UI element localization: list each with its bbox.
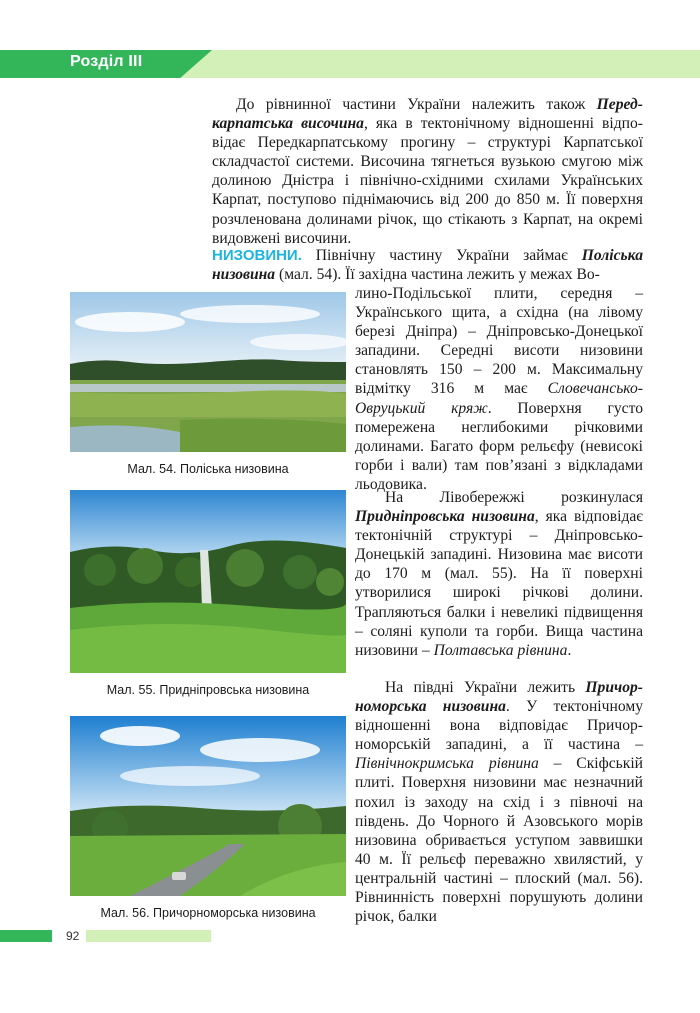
paragraph-dnieper-lowland: На Лівобережжі розкинулася Придніпровська низовина, яка відповідає тектонічній структурі – Дніпровсько-Донецькій западині. Низовина має висоти до 170 м (мал. 55). На її поверхні утворилися широкі річкові долини. Трапляються балки і невеликі підвищення – соляні куполи та горби. Вища частина низовини – Полтавська рівнина. xyxy=(355,489,643,659)
term-slovechansko-ovruch-ridge: Словечансько-Овруцький кряж xyxy=(355,380,643,417)
photo-black-sea-lowland xyxy=(70,716,346,896)
section-label: Розділ ІІІ xyxy=(70,53,143,70)
term-dnieper-lowland: Придніпровська низовина xyxy=(355,508,535,526)
caption-figure-55: Мал. 55. Придніпровська низовина xyxy=(106,683,310,697)
term-polissia-lowland: Поліська низовина xyxy=(212,247,643,284)
term-precarpathian-upland: Передкарпатська височина xyxy=(212,96,643,133)
term-black-sea-lowland: Причорноморська низовина xyxy=(355,679,643,716)
section-heading-lowlands: НИЗОВИНИ. xyxy=(212,247,302,264)
footer-accent-bar xyxy=(0,930,52,942)
photo-polissia-lowland xyxy=(70,292,346,452)
page-number: 92 xyxy=(66,929,80,943)
paragraph-polissia: лино-Подільської плити, середня – Українського щита, а східна (на лівому березі Дніпра) – Дніпровсько-Донецької западини. Середні висоти низовини становлять 150 – 200 м. Максимальну відмітку 316 м має Словечансько-Овруцький кряж. Поверхня густо помережена неглибокими річковими долинами. Багато форм рельєфу (невисокі горби і вали) там пов’язані з відкладами льодовика. xyxy=(355,285,643,493)
paragraph-precarpathian: До рівнинної частини України належить також Передкарпатська височина, яка в тектонічному відношенні відповідає Передкарпатському прогину – структурі Карпатської складчастої системи. Височина тягнеться вузькою смугою між долиною Дністра і північно-східними схилами Українських Карпат, поступово піднімаючись від 200 до 850 м. Її поверхня розчленована долинами річок, що стікають з Карпат, на окремі видовжені височини. xyxy=(212,96,643,247)
paragraph-black-sea-lowland: На півдні України лежить Причорноморська низовина. У тектонічному відношенні вона відповідає Причорноморській западині, а її частина – Північнокримська рівнина – Скіфській плиті. Поверхня низовини має незначний похил із заходу на схід і з півночі на південь. До Чорного й Азовського морів низовина обривається уступом заввишки 40 м. Її рельєф переважно хвилястий, у центральній частині – плоский (мал. 56). Рівнинність поверхні порушують долини річок, балки xyxy=(355,679,644,926)
paragraph-lowlands-intro: НИЗОВИНИ. Північну частину України займає Поліська низовина (мал. 54). Її західна частина лежить у межах Во- xyxy=(212,247,643,284)
caption-figure-56: Мал. 56. Причорноморська низовина xyxy=(100,906,316,920)
caption-figure-54: Мал. 54. Поліська низовина xyxy=(127,462,289,476)
footer-light-bar xyxy=(86,930,211,942)
photo-dnieper-lowland xyxy=(70,490,346,673)
term-north-crimean-plain: Північнокримська рівнина xyxy=(355,755,539,773)
term-poltava-plain: Полтавська рівнина xyxy=(433,641,568,659)
